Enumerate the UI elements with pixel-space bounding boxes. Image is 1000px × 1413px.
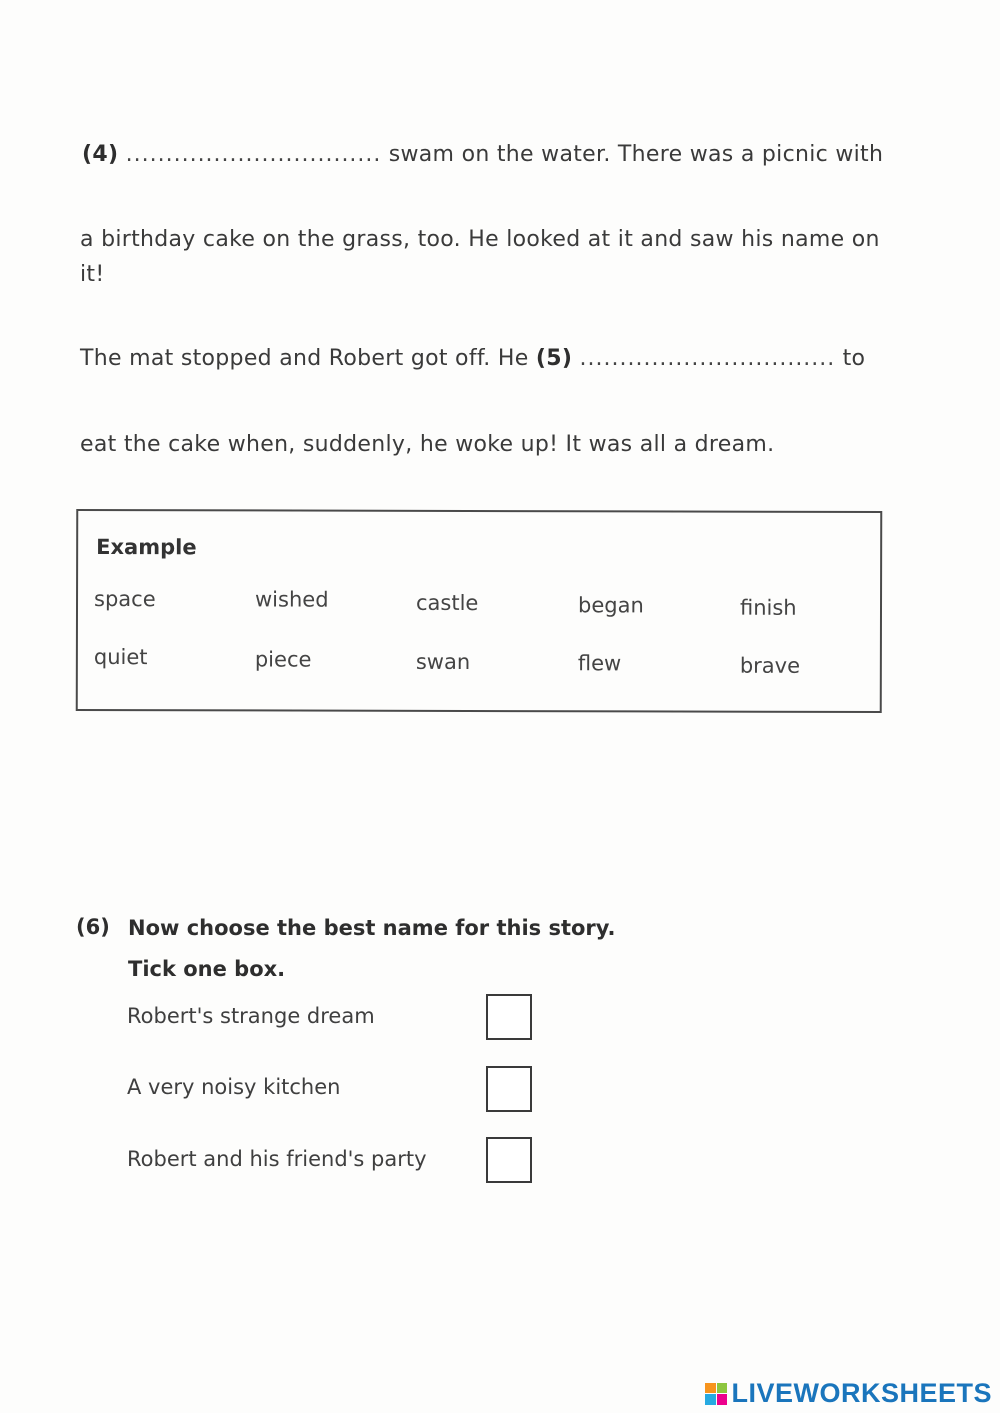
word-option: quiet bbox=[93, 644, 148, 670]
logo-mark-icon bbox=[705, 1383, 727, 1405]
liveworksheets-logo bbox=[705, 1378, 992, 1409]
tick-box-2[interactable] bbox=[486, 1066, 532, 1112]
logo-square bbox=[705, 1383, 716, 1394]
story-line-1 bbox=[82, 142, 883, 167]
word-option: began bbox=[577, 593, 644, 618]
question-instruction: Tick one box. bbox=[128, 957, 286, 981]
question-prompt: Now choose the best name for this story. bbox=[128, 916, 616, 940]
answer-blank-5[interactable]: ................................ bbox=[579, 346, 836, 371]
question-number-5: (5) bbox=[535, 346, 573, 371]
logo-square bbox=[705, 1394, 716, 1405]
tick-box-3[interactable] bbox=[486, 1137, 532, 1183]
word-option: flew bbox=[577, 651, 622, 676]
story-text: The mat stopped and Robert got off. He bbox=[80, 346, 529, 371]
option-label-3: Robert and his friend's party bbox=[127, 1147, 427, 1171]
option-label-2: A very noisy kitchen bbox=[127, 1075, 341, 1099]
logo-square bbox=[717, 1394, 728, 1405]
word-option: swan bbox=[415, 649, 471, 674]
option-label-1: Robert's strange dream bbox=[127, 1004, 375, 1028]
story-text: swam on the water. There was a picnic with bbox=[388, 142, 884, 167]
logo-square bbox=[717, 1383, 728, 1394]
word-option: brave bbox=[739, 653, 801, 678]
story-text: to bbox=[842, 346, 866, 371]
story-line-5: eat the cake when, suddenly, he woke up! It was all a dream. bbox=[80, 432, 775, 457]
word-option: wished bbox=[254, 587, 329, 612]
story-line-4 bbox=[80, 346, 865, 371]
example-title: Example bbox=[96, 534, 197, 560]
story-line-3: it! bbox=[80, 262, 105, 287]
word-option: space bbox=[93, 586, 156, 612]
logo-text: LIVEWORKSHEETS bbox=[731, 1378, 992, 1408]
example-word-box bbox=[76, 509, 883, 713]
question-number-6: (6) bbox=[76, 915, 110, 939]
word-option: finish bbox=[739, 595, 797, 620]
answer-blank-4[interactable]: ................................ bbox=[125, 142, 382, 167]
question-number-4: (4) bbox=[82, 142, 119, 167]
tick-box-1[interactable] bbox=[486, 994, 532, 1040]
word-option: piece bbox=[254, 647, 312, 672]
story-line-2: a birthday cake on the grass, too. He looked at it and saw his name on bbox=[80, 227, 880, 252]
word-option: castle bbox=[415, 590, 479, 615]
